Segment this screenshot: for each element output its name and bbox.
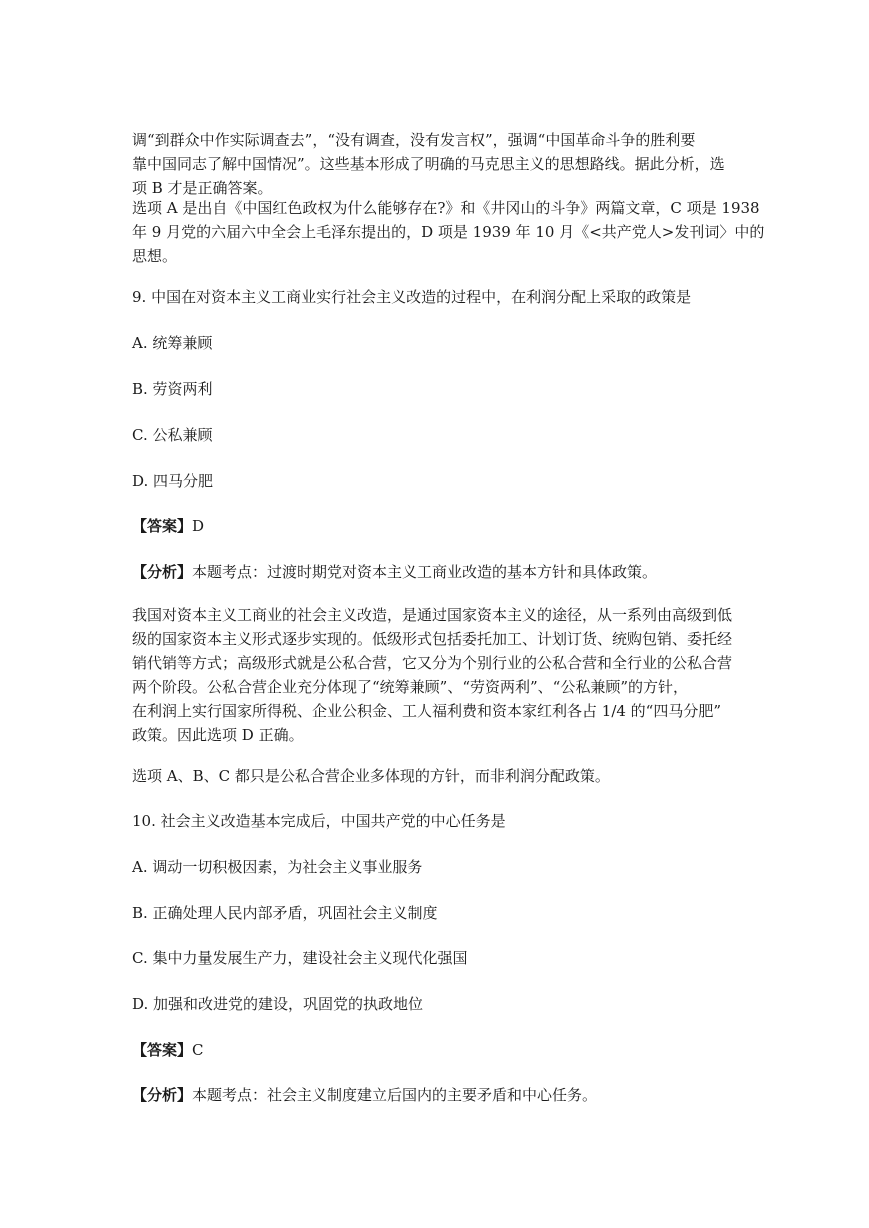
text-line: D. 加强和改进党的建设，巩固党的执政地位 [132, 995, 424, 1013]
question-9-option-b [132, 377, 742, 401]
paragraph-option-note [132, 764, 742, 788]
text-line: 10. 社会主义改造基本完成后，中国共产党的中心任务是 [132, 812, 506, 830]
text-line: 9. 中国在对资本主义工商业实行社会主义改造的过程中，在利润分配上采取的政策是 [132, 288, 692, 306]
question-9-option-d [132, 469, 742, 493]
paragraph-analysis-detail [132, 603, 742, 747]
text-line: 调“到群众中作实际调查去”，“没有调查，没有发言权”，强调“中国革命斗争的胜利要 [132, 131, 696, 149]
analysis-text: 本题考点：社会主义制度建立后国内的主要矛盾和中心任务。 [192, 1086, 598, 1104]
text-line: 靠中国同志了解中国情况”。这些基本形成了明确的马克思主义的思想路线。据此分析，选 [132, 155, 725, 173]
question-10-stem [132, 809, 742, 833]
question-10-option-a [132, 855, 742, 879]
answer-value: C [192, 1041, 204, 1059]
answer-tag: 【答案】 [132, 517, 193, 535]
question-9-answer [132, 514, 742, 538]
analysis-text: 本题考点：过渡时期党对资本主义工商业改造的基本方针和具体政策。 [192, 563, 658, 581]
text-line: 级的国家资本主义形式逐步实现的。低级形式包括委托加工、计划订货、统购包销、委托经 [132, 630, 733, 648]
text-line: 在利润上实行国家所得税、企业公积金、工人福利费和资本家红利各占 1/4 的“四马分肥” [132, 702, 722, 720]
text-line: 年 9 月党的六届六中全会上毛泽东提出的，D 项是 1939 年 10 月《<共产党人>发刊词〉中的 [132, 223, 765, 241]
text-line: 两个阶段。公私合营企业充分体现了“统筹兼顾”、“劳资两利”、“公私兼顾”的方针， [132, 678, 689, 696]
text-line: 项 B 才是正确答案。 [132, 179, 273, 197]
question-10-option-b [132, 901, 742, 925]
question-9-analysis [132, 560, 742, 584]
text-line: C. 集中力量发展生产力，建设社会主义现代化强国 [132, 949, 468, 967]
text-line: B. 劳资两利 [132, 380, 213, 398]
question-10-analysis [132, 1083, 742, 1107]
question-10-answer [132, 1038, 742, 1062]
analysis-tag: 【分析】 [132, 1086, 193, 1104]
text-line: 选项 A 是出自《中国红色政权为什么能够存在?》和《井冈山的斗争》两篇文章，C 项是 1938 [132, 199, 760, 217]
question-10-option-c [132, 946, 742, 970]
text-line: 我国对资本主义工商业的社会主义改造，是通过国家资本主义的途径，从一系列由高级到低 [132, 606, 733, 624]
text-line: 思想。 [132, 247, 178, 265]
paragraph-continuation [132, 128, 742, 200]
analysis-tag: 【分析】 [132, 563, 193, 581]
paragraph-option-explanation [132, 196, 765, 268]
text-line: 政策。因此选项 D 正确。 [132, 726, 304, 744]
text-line: A. 调动一切积极因素，为社会主义事业服务 [132, 858, 423, 876]
answer-tag: 【答案】 [132, 1041, 193, 1059]
text-line: C. 公私兼顾 [132, 426, 213, 444]
text-line: 销代销等方式；高级形式就是公私合营，它又分为个别行业的公私合营和全行业的公私合营 [132, 654, 733, 672]
answer-value: D [192, 517, 205, 535]
question-9-stem [132, 285, 742, 309]
question-9-option-a [132, 331, 742, 355]
question-9-option-c [132, 423, 742, 447]
text-line: 选项 A、B、C 都只是公私合营企业多体现的方针，而非利润分配政策。 [132, 767, 610, 785]
text-line: B. 正确处理人民内部矛盾，巩固社会主义制度 [132, 904, 438, 922]
question-10-option-d [132, 992, 742, 1016]
text-line: A. 统筹兼顾 [132, 334, 213, 352]
text-line: D. 四马分肥 [132, 472, 214, 490]
